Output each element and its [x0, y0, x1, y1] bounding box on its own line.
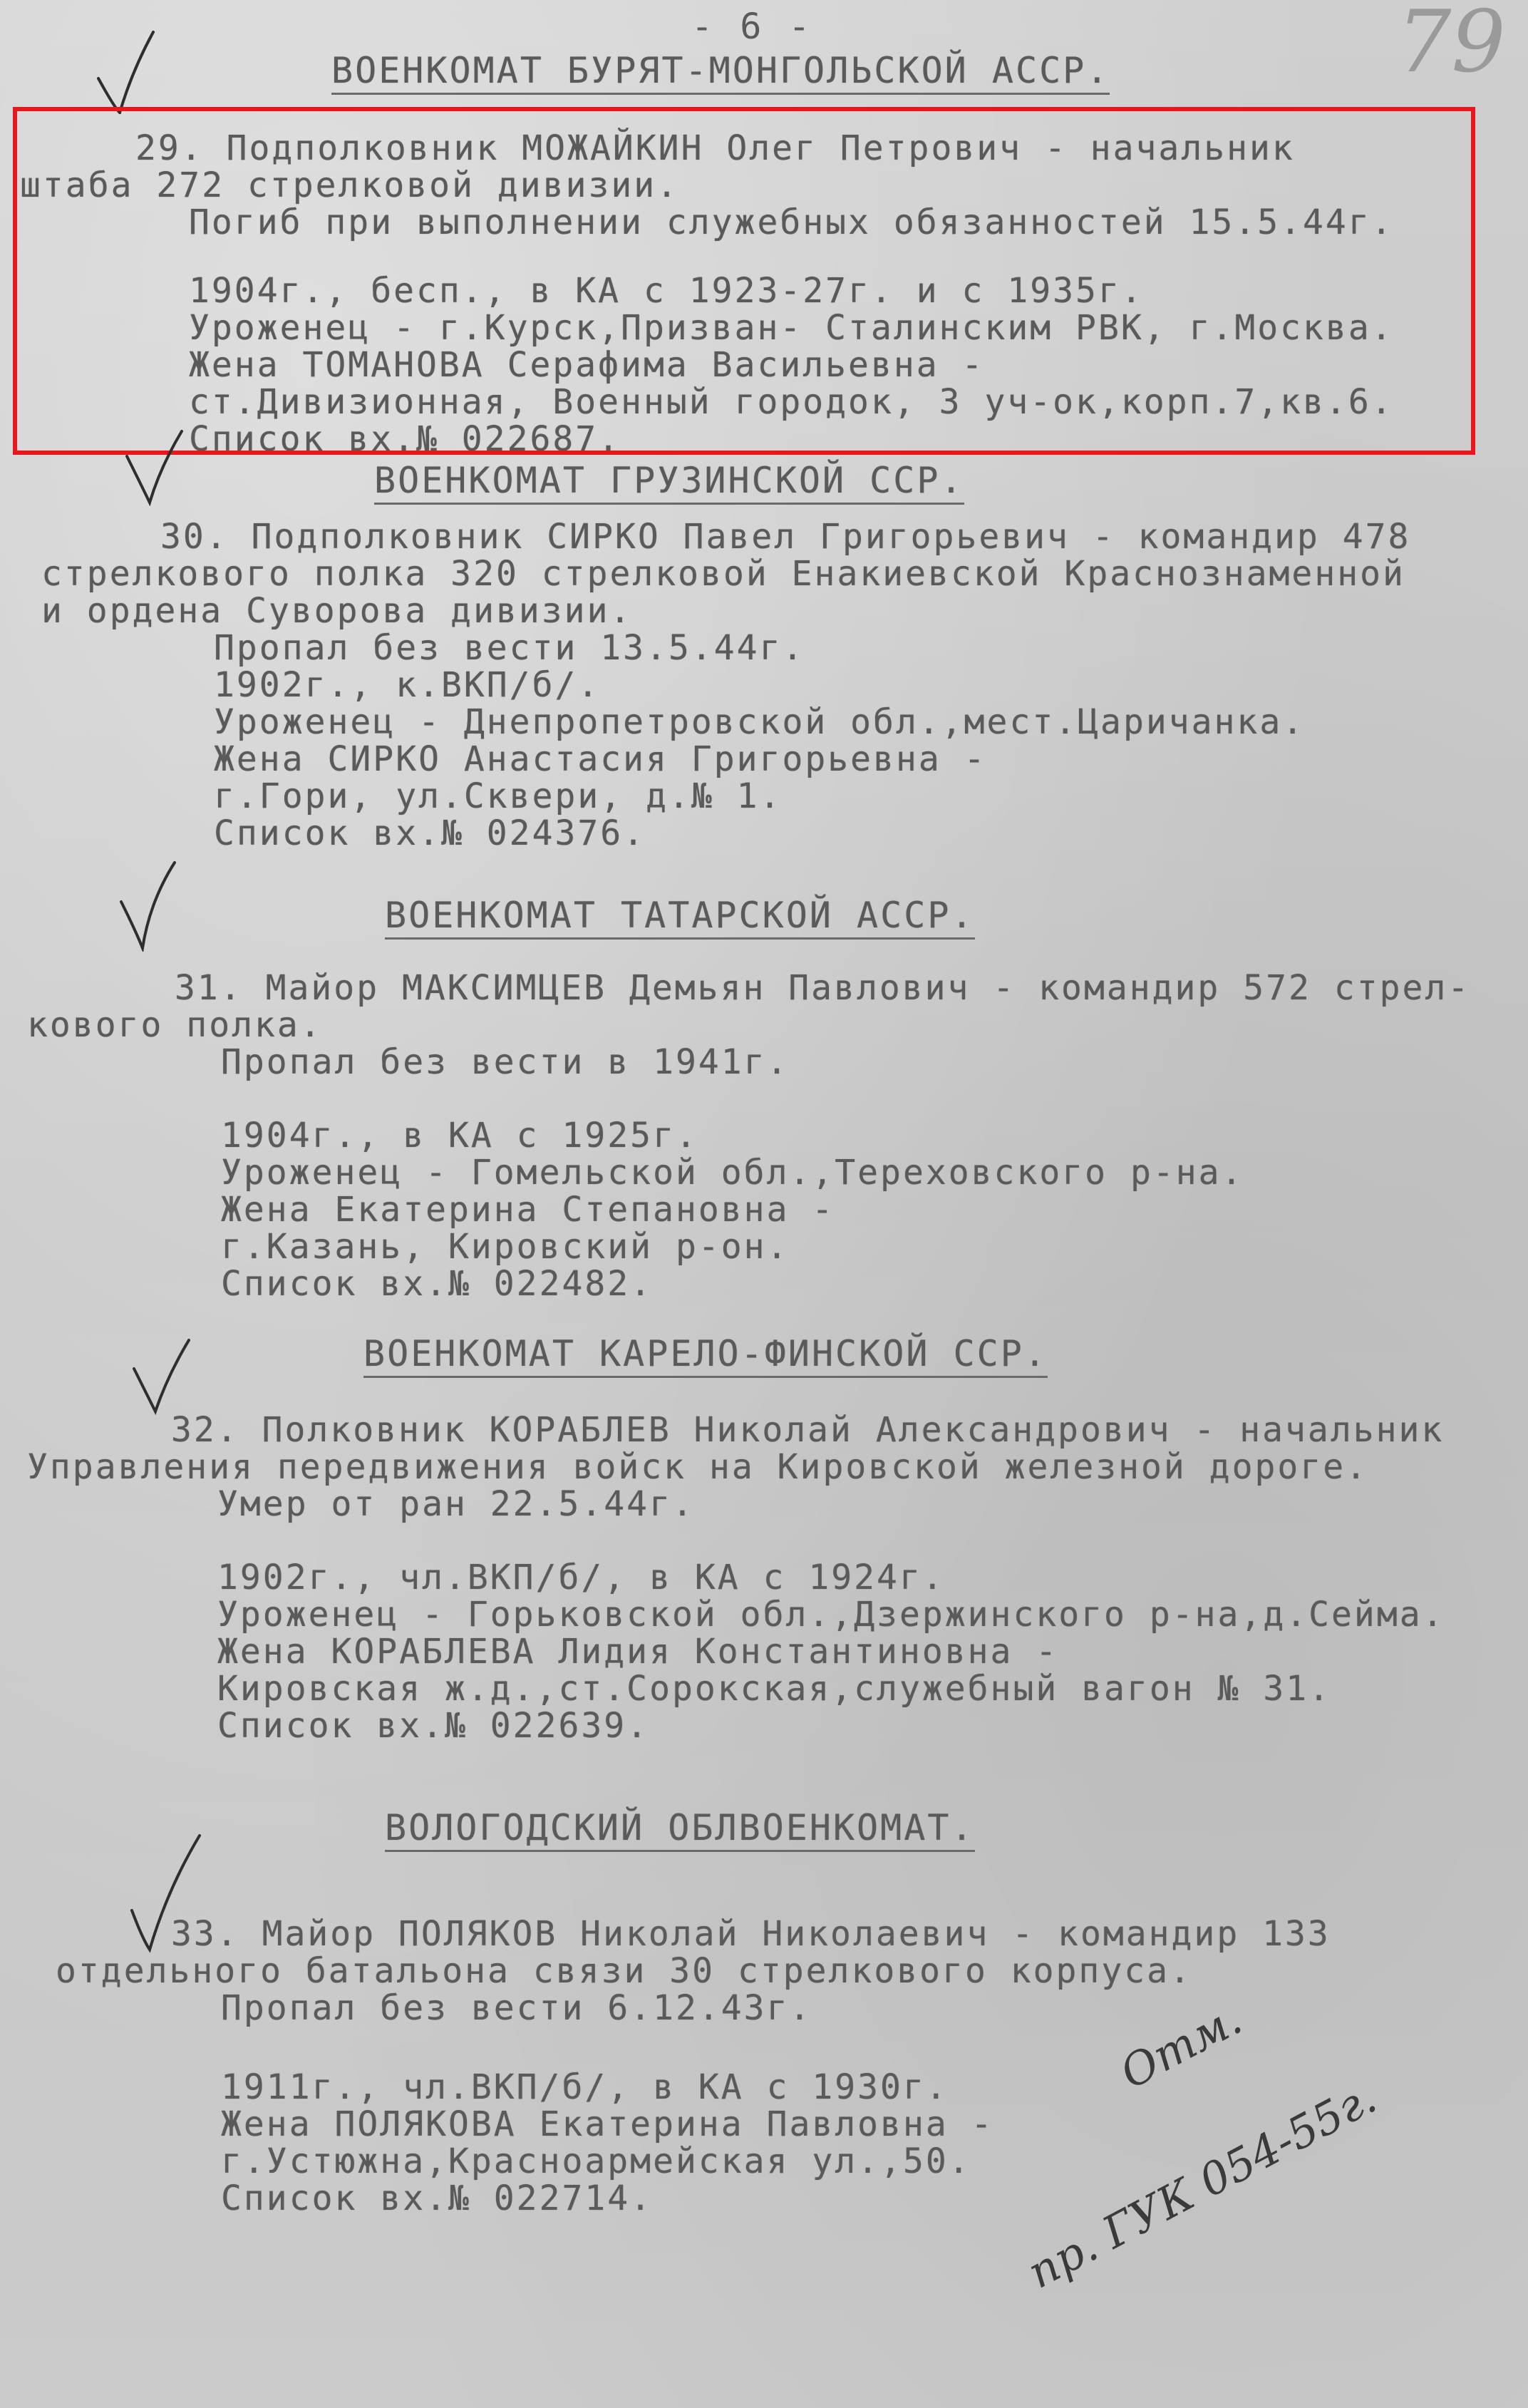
checkmark-icon — [121, 428, 185, 506]
entry-32-line: Список вх.№ 022639. — [217, 1706, 650, 1746]
entry-33-line: 33. Майор ПОЛЯКОВ Николай Николаевич - командир 133 — [171, 1914, 1331, 1954]
entry-30-line: Уроженец - Днепропетровской обл.,мест.Царичанка. — [214, 702, 1306, 742]
section-header-buryat: ВОЕНКОМАТ БУРЯТ-МОНГОЛЬСКОЙ АССР. — [331, 50, 1110, 95]
entry-30-line: 30. Подполковник СИРКО Павел Григорьевич - командир 478 — [160, 517, 1411, 557]
section-header-georgia: ВОЕНКОМАТ ГРУЗИНСКОЙ ССР. — [374, 460, 964, 505]
handwritten-note-line1: Отм. — [1112, 1992, 1250, 2099]
entry-32-line: 1902г., чл.ВКП/б/, в КА с 1924г. — [217, 1558, 945, 1597]
page-number: - 6 - — [691, 6, 813, 47]
entry-31-line: Пропал без вести в 1941г. — [221, 1042, 790, 1082]
entry-31-line: Жена Екатерина Степановна - — [221, 1190, 835, 1230]
entry-32-line: Жена КОРАБЛЕВА Лидия Константиновна - — [217, 1632, 1059, 1672]
entry-30-line: Жена СИРКО Анастасия Григорьевна - — [214, 739, 987, 779]
entry-32-line: Кировская ж.д.,ст.Сорокская,служебный вагон № 31. — [217, 1669, 1332, 1709]
entry-30-line: г.Гори, ул.Сквери, д.№ 1. — [214, 776, 783, 816]
entry-31-line: г.Казань, Кировский р-он. — [221, 1227, 790, 1267]
section-header-karelo-finnish: ВОЕНКОМАТ КАРЕЛО-ФИНСКОЙ ССР. — [363, 1333, 1048, 1378]
entry-33-line: отдельного батальона связи 30 стрелкового корпуса. — [56, 1951, 1192, 1991]
handwritten-note-line2: пр. ГУК 054-55г. — [1019, 2071, 1385, 2299]
entry-29-line: ст.Дивизионная, Военный городок, 3 уч-ок,корп.7,кв.6. — [189, 382, 1394, 422]
entry-30-line: и ордена Суворова дивизии. — [41, 591, 633, 631]
checkmark-icon — [128, 1337, 192, 1415]
highlight-box — [13, 107, 1475, 455]
entry-29-line: Список вх.№ 022687. — [189, 419, 621, 459]
entry-30-line: стрелкового полка 320 стрелковой Енакиевской Краснознаменной — [41, 554, 1405, 594]
entry-31-line: 31. Майор МАКСИМЦЕВ Демьян Павлович - командир 572 стрел- — [175, 968, 1471, 1008]
entry-29-line: Жена ТОМАНОВА Серафима Васильевна - — [189, 345, 985, 385]
entry-30-line: Пропал без вести 13.5.44г. — [214, 628, 805, 668]
corner-page-number: 79 — [1397, 0, 1506, 92]
entry-30-line: 1902г., к.ВКП/б/. — [214, 665, 601, 705]
entry-32-line: Умер от ран 22.5.44г. — [217, 1484, 695, 1524]
section-header-vologda: ВОЛОГОДСКИЙ ОБЛВОЕНКОМАТ. — [385, 1807, 975, 1852]
entry-33-line: 1911г., чл.ВКП/б/, в КА с 1930г. — [221, 2067, 949, 2107]
entry-29-line: Уроженец - г.Курск,Призван- Сталинским РВК, г.Москва. — [189, 308, 1394, 348]
entry-29-line: 29. Подполковник МОЖАЙКИН Олег Петрович - начальник — [135, 128, 1295, 168]
entry-31-line: 1904г., в КА с 1925г. — [221, 1116, 698, 1156]
entry-31-line: Уроженец - Гомельской обл.,Тереховского р-на. — [221, 1153, 1244, 1193]
entry-31-line: Список вх.№ 022482. — [221, 1264, 654, 1304]
entry-31-line: кового полка. — [27, 1005, 323, 1045]
entry-33-line: Список вх.№ 022714. — [221, 2178, 654, 2218]
entry-33-line: Жена ПОЛЯКОВА Екатерина Павловна - — [221, 2104, 994, 2144]
entry-29-line: Погиб при выполнении служебных обязанностей 15.5.44г. — [189, 202, 1394, 242]
checkmark-icon — [93, 29, 157, 114]
entry-33-line: г.Устюжна,Красноармейская ул.,50. — [221, 2141, 971, 2181]
entry-32-line: 32. Полковник КОРАБЛЕВ Николай Александрович - начальник — [171, 1410, 1445, 1450]
entry-32-line: Управления передвижения войск на Кировской железной дороге. — [27, 1447, 1369, 1487]
entry-29-line: штаба 272 стрелковой дивизии. — [20, 165, 680, 205]
checkmark-icon — [114, 859, 178, 952]
entry-32-line: Уроженец - Горьковской обл.,Дзержинского р-на,д.Сейма. — [217, 1595, 1445, 1635]
entry-29-line: 1904г., бесп., в КА с 1923-27г. и с 1935г. — [189, 271, 1144, 311]
entry-30-line: Список вх.№ 024376. — [214, 813, 646, 853]
entry-33-line: Пропал без вести 6.12.43г. — [221, 1988, 812, 2028]
section-header-tatar: ВОЕНКОМАТ ТАТАРСКОЙ АССР. — [385, 895, 975, 940]
